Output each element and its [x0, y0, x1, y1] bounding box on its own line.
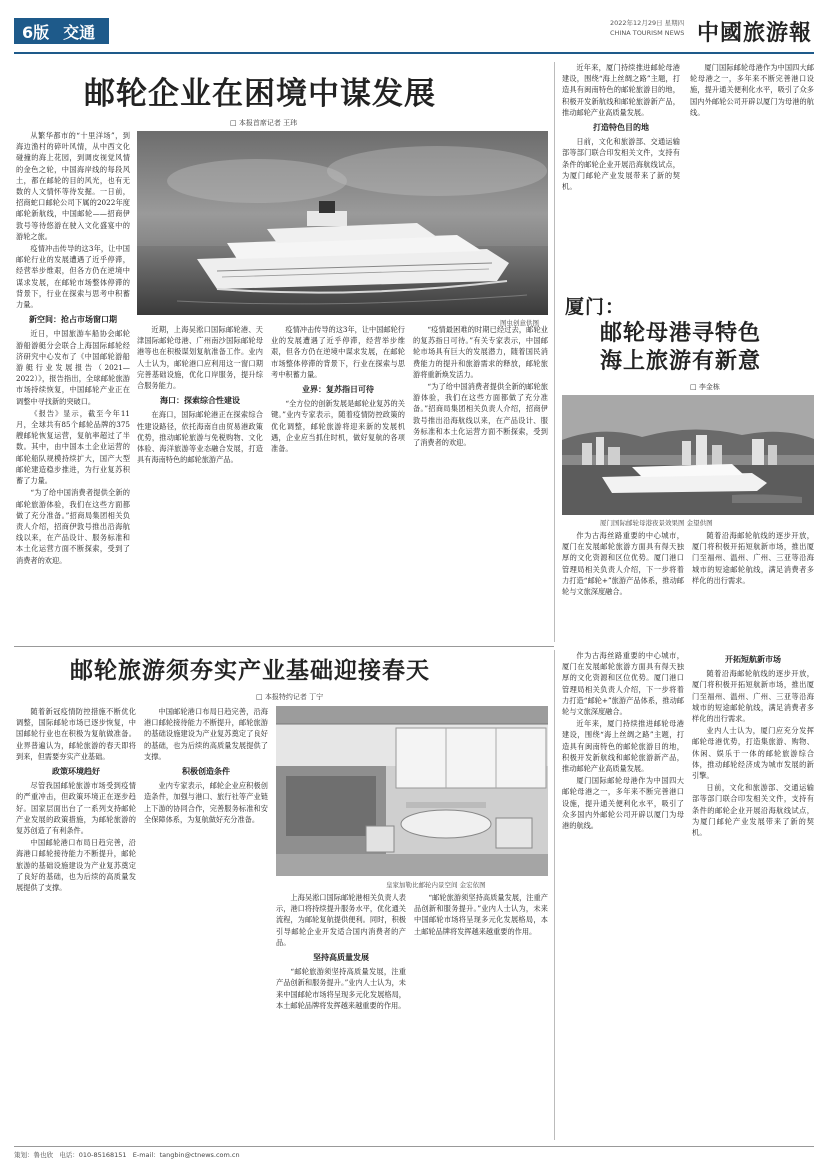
- article1-subhead-1: 新空间：抢占市场窗口期: [29, 315, 117, 325]
- article2-headline-3: 海上旅游有新意: [600, 348, 762, 374]
- masthead: [14, 14, 814, 48]
- article1-column-2: 近期，上海吴淞口国际邮轮港、天津国际邮轮母港、广州南沙国际邮轮母港等也在积极谋划复航准备工作。业内人士认为，邮轮港口应利用这一窗口期完善基础设施，优化口岸服务，提升综合服务能力。 海口：探索综合性建设 在海口，国际邮轮港正在探索综合性建设路径，依托海南自由贸易港政策优势，推动邮轮旅游与免税购物、文化体验、海洋旅游等业态融合发展，打造具有海南特色的邮轮旅游产品。: [137, 325, 263, 465]
- article2-subhead-2: 开拓短航新市场: [725, 655, 781, 664]
- article1-subhead-3: 业界：复苏指日可待: [302, 385, 374, 395]
- article3-headline: 邮轮旅游须夯实产业基础迎接春天: [70, 657, 430, 684]
- article2-byline: □ 李金栋: [690, 383, 720, 391]
- masthead-rule: [14, 52, 814, 54]
- page-label: 6版: [22, 22, 50, 42]
- column-divider-lower: [554, 650, 555, 1140]
- section-divider: [14, 646, 554, 647]
- page-section-tag: [14, 18, 109, 44]
- article2-column-lower-right: 开拓短航新市场 随着沿海邮轮航线的逐步开放，厦门将积极开拓短航新市场，推出厦门至福州、温州、广州、三亚等沿海城市的短途邮轮航线，满足消费者多样化的出行需求。 业内人士认为，厦门应充分发挥邮轮母港优势，打造集旅游、购物、休闲、娱乐于一体的邮轮旅游综合体，推动邮轮经济成为城市发展的新引擎。 日前，文化和旅游部、交通运输部等部门联合印发相关文件，支持有条件的邮轮企业开展沿海航线试点，为厦门邮轮产业发展带来了新的契机。: [692, 655, 814, 838]
- article3-byline: □ 本报特约记者 丁宁: [256, 693, 324, 701]
- article1-photo-caption: 图虫创意供图: [500, 319, 539, 327]
- article3-subhead-2: 积极创造条件: [182, 767, 230, 777]
- article2-column-mid-right: 随着沿海邮轮航线的逐步开放，厦门将积极开拓短航新市场，推出厦门至福州、温州、广州、三亚等沿海城市的短途邮轮航线，满足消费者多样化的出行需求。: [692, 531, 814, 585]
- footer-email: E-mail：tangbin@ctnews.com.cn: [132, 1151, 240, 1159]
- article1-column-3: 疫情冲击传导的这3年，让中国邮轮行业的发展遭遇了近乎停滞，经营举步维艰，但各方仍在逆境中谋求发展，在邮轮市场整体停滞的背景下，行业在探索与思考中积蓄力量。 业界：复苏指日可待 “全方位的创新发展是邮轮业复苏的关键。”业内专家表示，随着疫情防控政策的优化调整，邮轮旅游将迎来新的发展机遇，企业应当抓住时机，做好复航的各项准备。: [271, 325, 405, 454]
- article2-headline-2: 邮轮母港寻特色: [600, 320, 762, 346]
- article1-byline: □ 本报首席记者 王玮: [230, 119, 298, 127]
- article2-photo-caption: 厦门国际邮轮母港夜景效果图 金望供图: [600, 519, 713, 527]
- article2-subhead-1: 打造特色目的地: [593, 123, 649, 133]
- footer-phone: 电话：010-85168151: [59, 1151, 127, 1159]
- article1-column-1: 从繁华都市的“十里洋场”，到海边渔村的碎叶风情，从中西文化碰撞的海上花园，到调皮视觉风情的金色之轮，中国海岸线的每段风土，都在邮轮的目的风光，也有无数的人文情怀等待发掘。一日前，招商蛇口邮轮公司下属的2022年度邮轮新航线，中国邮轮——招商伊敦号等待悠游在驶入文化盛宴中的游轮之旅。 疫情冲击传导的这3年，让中国邮轮行业的发展遭遇了近乎停滞，经营举步维艰，但各方仍在逆境中谋求发展，在邮轮市场整体停滞的背景下，行业在探索与思考中积蓄力量。 新空间：抢占市场窗口期 近日，中国旅游车船协会邮轮游船游艇分会联合上海国际邮轮经济研究中心发布了《中国邮轮游船游艇行业发展报告（2021—2022）》，报告指出，全球邮轮旅游市场持续恢复，中国邮轮产业正在调整中寻找新的突破口。 《报告》显示，截至今年11月，全球共有85个邮轮品牌的375艘邮轮恢复运营，复航率超过了半数。其中，由中国本土企业运营的邮轮船队规模持续扩大，国产大型邮轮建造稳步推进，为行业复苏积蓄了力量。 “为了给中国消费者提供全新的邮轮旅游体验，我们在这些方面都做了充分准备。”招商局集团相关负责人介绍，招商伊敦号推出沿海航线以来，在产品设计、服务标准和本土化运营方面不断探索，受到了消费者的欢迎。: [16, 131, 130, 565]
- xiamen-port-illustration: [562, 395, 814, 515]
- article3-column-2: 中国邮轮港口布局日趋完善，沿海港口邮轮接待能力不断提升，邮轮旅游的基础设施建设为产业复苏奠定了良好的基础，也为后续的高质量发展提供了支撑。 积极创造条件 业内专家表示，邮轮企业应积极创造条件，加强与港口、旅行社等产业链上下游的协同合作，完善服务标准和安全保障体系，为复航做好充分准备。: [144, 707, 268, 824]
- date-line: 2022年12月29日 星期四 CHINA TOURISM NEWS: [610, 19, 685, 37]
- section-name: 交通: [63, 22, 96, 42]
- article2-column-mid-left: 作为古海丝路重要的中心城市，厦门在发展邮轮旅游方面具有得天独厚的文化资源和区位优势。厦门港口管理局相关负责人介绍，下一步将着力打造“邮轮+”旅游产品体系，推动邮轮与文旅深度融合。: [562, 531, 684, 597]
- page-footer: [14, 1146, 814, 1160]
- article2-column-top-left: 近年来，厦门持续推进邮轮母港建设，围绕“海上丝绸之路”主题，打造具有闽南特色的邮轮旅游目的地，积极开发新航线和邮轮旅游新产品，推动邮轮产业高质量发展。 打造特色目的地 日前，文化和旅游部、交通运输部等部门联合印发相关文件，支持有条件的邮轮企业开展沿海航线试点，为厦门邮轮产业发展带来了新的契机。: [562, 63, 680, 192]
- article3-column-1: 随着新冠疫情防控措施不断优化调整，国际邮轮市场已逐步恢复，中国邮轮行业也在积极为复航做准备。业界普遍认为，邮轮旅游的春天即将到来，但需要夯实产业基础。 政策环境趋好 尽管我国邮轮旅游市场受到疫情的严重冲击，但政策环境正在逐步趋好。国家层面出台了一系列支持邮轮产业发展的政策措施，为邮轮旅游的复苏创造了有利条件。 中国邮轮港口布局日趋完善，沿海港口邮轮接待能力不断提升，邮轮旅游的基础设施建设为产业复苏奠定了良好的基础，也为后续的高质量发展提供了支撑。: [16, 707, 136, 893]
- column-divider: [554, 62, 555, 642]
- newspaper-logo: 中國旅游報: [696, 20, 812, 46]
- article3-column-4: “邮轮旅游须坚持高质量发展，注重产品创新和服务提升。”业内人士认为，未来中国邮轮市场将呈现多元化发展格局，本土邮轮品牌将发挥越来越重要的作用。: [414, 893, 548, 936]
- article2-column-lower-left: 作为古海丝路重要的中心城市，厦门在发展邮轮旅游方面具有得天独厚的文化资源和区位优势。厦门港口管理局相关负责人介绍，下一步将着力打造“邮轮+”旅游产品体系，推动邮轮与文旅深度融合。 近年来，厦门持续推进邮轮母港建设，围绕“海上丝绸之路”主题，打造具有闽南特色的邮轮旅游目的地，积极开发新航线和邮轮旅游新产品，推动邮轮产业高质量发展。 厦门国际邮轮母港作为中国四大邮轮母港之一，多年来不断完善港口设施，提升通关便利化水平，吸引了众多国内外邮轮公司开辟以厦门为母港的航线。: [562, 651, 684, 831]
- article3-subhead-3: 坚持高质量发展: [313, 953, 369, 963]
- article3-subhead-1: 政策环境趋好: [52, 767, 100, 777]
- article2-headline-1: 厦门：: [565, 296, 626, 318]
- article2-column-top-right: 厦门国际邮轮母港作为中国四大邮轮母港之一，多年来不断完善港口设施，提升通关便利化水平，吸引了众多国内外邮轮公司开辟以厦门为母港的航线。: [690, 63, 814, 117]
- article1-column-4: “疫情最困难的时期已经过去，邮轮业的复苏指日可待。”有关专家表示，中国邮轮市场具有巨大的发展潜力，随着国民消费能力的提升和旅游需求的释放，邮轮旅游将重新焕发活力。 “为了给中国消费者提供全新的邮轮旅游体验，我们在这些方面都做了充分准备。”招商局集团相关负责人介绍，招商伊敦号推出沿海航线以来，在产品设计、服务标准和本土化运营方面不断探索，受到了消费者的欢迎。: [413, 325, 548, 448]
- article3-photo-caption: 皇家加勒比邮轮内景空间 金宏依图: [386, 881, 486, 889]
- cruise-interior-illustration: [276, 706, 548, 876]
- footer-editor: 策划：鲁也欣: [14, 1151, 53, 1159]
- article1-subhead-2: 海口：探索综合性建设: [160, 396, 240, 406]
- cruise-ship-photo: [137, 131, 548, 315]
- xiamen-port-photo: [562, 395, 814, 515]
- cruise-interior-photo: [276, 706, 548, 876]
- article1-headline: 邮轮企业在困境中谋发展: [84, 76, 436, 112]
- cruise-ship-illustration: [137, 131, 548, 315]
- article3-column-3: 上海吴淞口国际邮轮港相关负责人表示，港口将持续提升服务水平，优化通关流程，为邮轮复航提供便利。同时，积极引导邮轮企业开发适合国内消费者的产品。 坚持高质量发展 “邮轮旅游须坚持高质量发展，注重产品创新和服务提升。”业内人士认为，未来中国邮轮市场将呈现多元化发展格局，本土邮轮品牌将发挥越来越重要的作用。: [276, 893, 406, 1010]
